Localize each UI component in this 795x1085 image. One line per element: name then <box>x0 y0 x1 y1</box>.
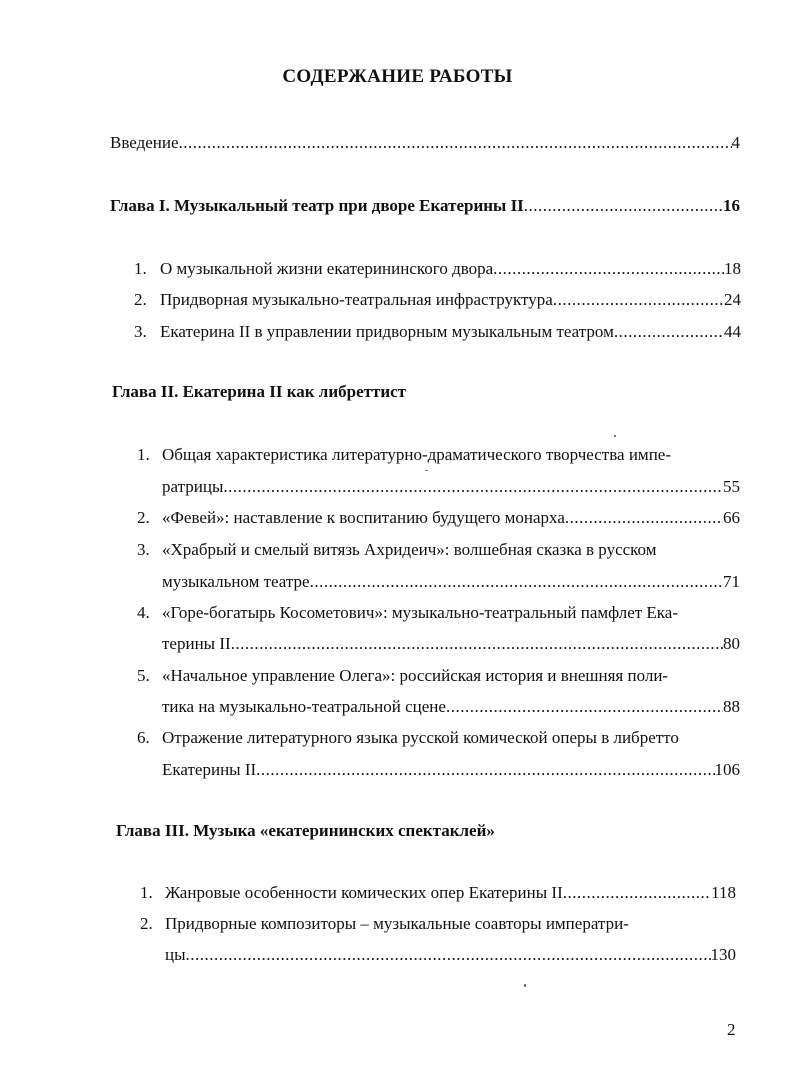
leader-dots <box>310 572 723 592</box>
toc-item-label: терины II <box>162 634 231 653</box>
toc-item-page: 55 <box>723 477 740 496</box>
toc-item[interactable] <box>165 945 736 965</box>
toc-item[interactable] <box>165 883 736 903</box>
toc-item-line[interactable]: «Храбрый и смелый витязь Ахридеич»: волшебная сказка в русском <box>162 540 657 559</box>
toc-item-line[interactable]: Придворные композиторы – музыкальные соавторы императри- <box>165 914 629 933</box>
toc-item-page: 24 <box>724 290 741 309</box>
toc-item-label: тика на музыкально-театральной сцене <box>162 697 446 716</box>
item-number: 3. <box>137 540 150 559</box>
leader-dots <box>223 477 723 497</box>
toc-item[interactable] <box>160 290 741 310</box>
toc-entry-intro[interactable] <box>110 133 740 153</box>
item-number: 3. <box>134 322 147 341</box>
item-number: 1. <box>137 445 150 464</box>
toc-item[interactable] <box>160 322 741 342</box>
chapter-heading: Глава I. Музыкальный театр при дворе Екатерины II <box>110 196 524 215</box>
toc-item-label: ратрицы <box>162 477 224 496</box>
toc-item-line[interactable]: «Горе-богатырь Косометович»: музыкально-театральный памфлет Ека- <box>162 603 679 622</box>
toc-item[interactable] <box>162 697 740 717</box>
scan-speck <box>614 435 616 437</box>
toc-item-line[interactable]: Отражение литературного языка русской комической оперы в либретто <box>162 728 679 747</box>
toc-item[interactable] <box>162 634 740 654</box>
leader-dots <box>563 883 711 903</box>
toc-item-label: «Февей»: наставление к воспитанию будущего монарха <box>162 508 565 527</box>
toc-entry-page: 4 <box>731 133 740 152</box>
toc-item[interactable] <box>162 477 740 497</box>
toc-item-page: 88 <box>723 697 740 716</box>
toc-item[interactable] <box>162 760 740 780</box>
toc-item-page: 44 <box>724 322 741 341</box>
toc-item-label: Жанровые особенности комических опер Екатерины II <box>165 883 563 902</box>
item-number: 2. <box>137 508 150 527</box>
chapter-page: 16 <box>723 196 740 215</box>
leader-dots <box>256 760 714 780</box>
toc-item-page: 80 <box>723 634 740 653</box>
toc-item-line[interactable]: «Начальное управление Олега»: российская история и внешняя поли- <box>162 666 669 685</box>
leader-dots <box>614 322 724 342</box>
toc-item-page: 18 <box>724 259 741 278</box>
chapter-heading[interactable]: Глава III. Музыка «екатерининских спектаклей» <box>116 821 495 840</box>
leader-dots <box>553 290 724 310</box>
item-number: 2. <box>140 914 153 933</box>
item-number: 1. <box>134 259 147 278</box>
leader-dots <box>565 508 723 528</box>
toc-item-label: музыкальном театре <box>162 572 310 591</box>
toc-item-line[interactable]: Общая характеристика литературно-драматического творчества импе- <box>162 445 671 464</box>
leader-dots <box>186 945 711 965</box>
toc-item-label: О музыкальной жизни екатерининского двора <box>160 259 494 278</box>
item-number: 5. <box>137 666 150 685</box>
item-number: 6. <box>137 728 150 747</box>
toc-item[interactable] <box>162 508 740 528</box>
leader-dots <box>231 634 723 654</box>
toc-item-label: Екатерина II в управлении придворным музыкальным театром <box>160 322 614 341</box>
toc-item-label: Екатерины II <box>162 760 257 779</box>
toc-item-label: цы <box>165 945 186 964</box>
leader-dots <box>446 697 723 717</box>
toc-item-page: 118 <box>711 883 736 902</box>
toc-item-page: 106 <box>714 760 740 779</box>
toc-item-page: 66 <box>723 508 740 527</box>
toc-item[interactable] <box>162 572 740 592</box>
toc-item-page: 71 <box>723 572 740 591</box>
scan-speck <box>524 984 526 987</box>
toc-item-page: 130 <box>710 945 736 964</box>
leader-dots <box>179 133 732 153</box>
toc-item[interactable] <box>160 259 741 279</box>
leader-dots <box>524 196 723 216</box>
leader-dots <box>493 259 724 279</box>
toc-item-label: Придворная музыкально-театральная инфраструктура <box>160 290 553 309</box>
item-number: 4. <box>137 603 150 622</box>
item-number: 2. <box>134 290 147 309</box>
scan-speck <box>425 470 428 471</box>
item-number: 1. <box>140 883 153 902</box>
toc-entry-label: Введение <box>110 133 179 152</box>
page-title: СОДЕРЖАНИЕ РАБОТЫ <box>282 66 513 87</box>
chapter-heading[interactable]: Глава II. Екатерина II как либреттист <box>112 382 407 401</box>
page-number: 2 <box>727 1020 736 1039</box>
toc-chapter-1[interactable] <box>110 196 740 216</box>
